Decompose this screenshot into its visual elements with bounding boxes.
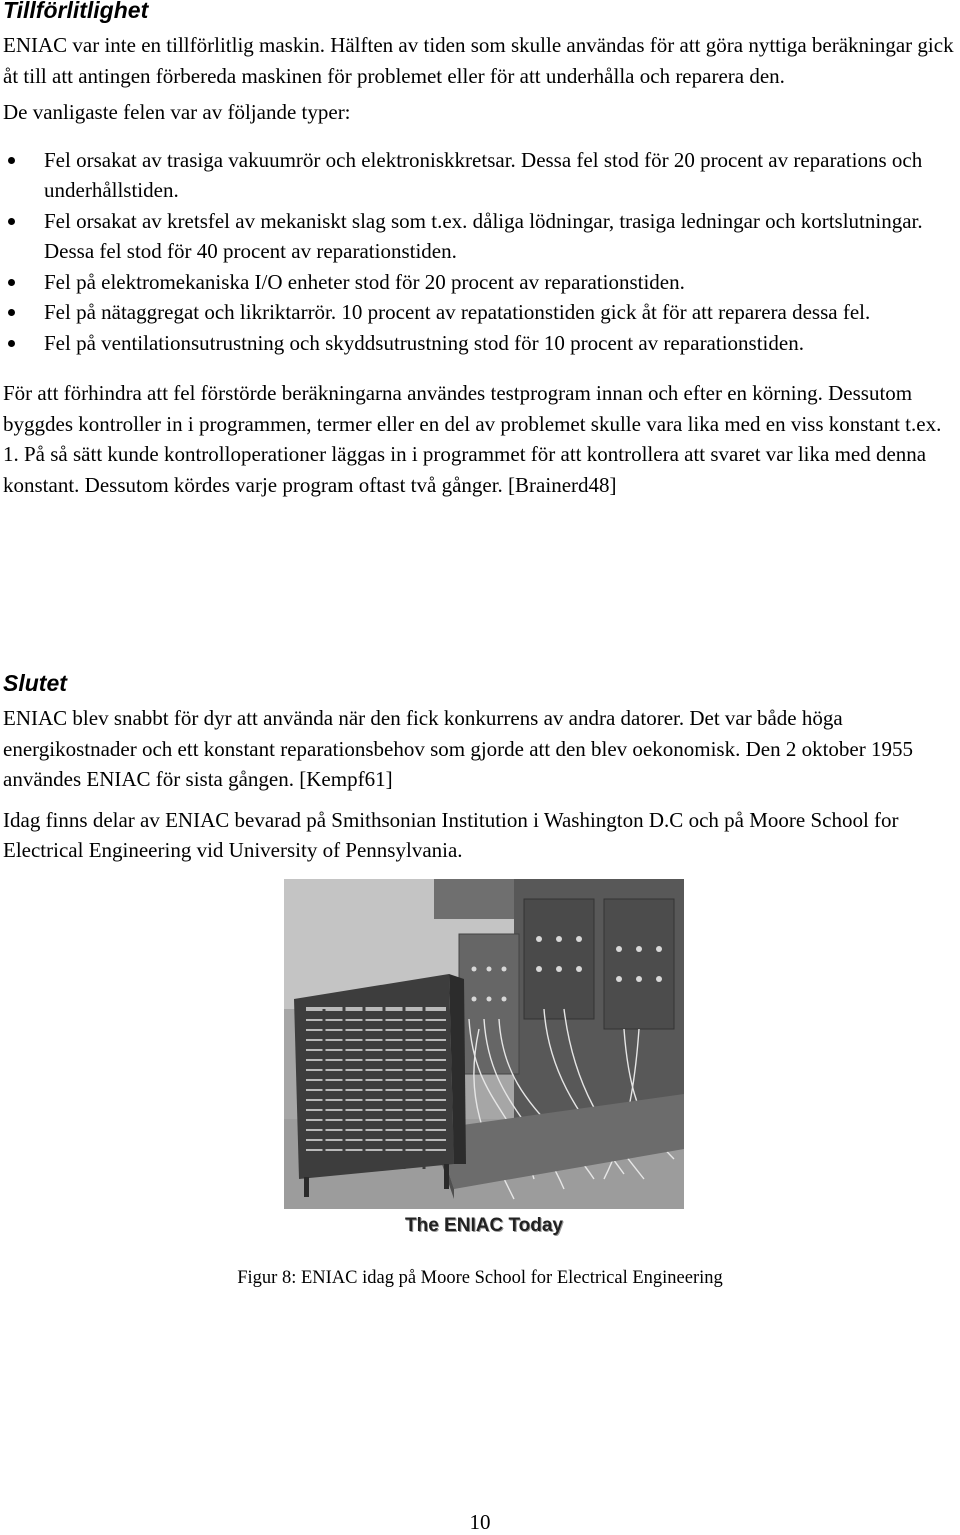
bullet-icon (8, 340, 15, 347)
figure-eniac (284, 879, 684, 1243)
page-number: 10 (469, 1510, 491, 1534)
paragraph-end-1: ENIAC blev snabbt för dyr att använda när den fick konkurrens av andra datorer. Det var både höga energikostnader och ett konstant reparationsbehov som gjorde att den blev oekonomisk. Den 2 oktober 1955 användes ENIAC för sista gången. [Kempf61] (3, 706, 913, 791)
bullet-icon (8, 279, 15, 286)
paragraph-reliability-intro: ENIAC var inte en tillförlitlig maskin. Hälften av tiden som skulle användas för att göra nyttiga beräkningar gick åt till att antingen förbereda maskinen för problemet eller för att underhålla och reparera den. (3, 33, 954, 88)
list-item (0, 297, 960, 328)
list-item-text: Fel orsakat av kretsfel av mekaniskt slag som t.ex. dåliga lödningar, trasiga ledningar och kortslutningar. Dessa fel stod för 40 procent av reparationstiden. (44, 208, 923, 263)
heading-end: Slutet (3, 670, 67, 696)
list-item-text: Fel på nätaggregat och likriktarrör. 10 procent av repatationstiden gick åt för att reparera dessa fel. (44, 300, 871, 324)
paragraph-reliability-closing: För att förhindra att fel förstörde beräkningarna användes testprogram innan och efter en körning. Dessutom byggdes kontroller in i programmen, termer eller en del av problemet skulle vara lika med en viss konstant t.ex. 1. På så sätt kunde kontrolloperationer läggas in i programmet för att kontrollera att svaret var lika med denna konstant. Dessutom kördes varje program oftast två gånger. [Brainerd48] (3, 381, 942, 497)
list-item (0, 267, 960, 298)
list-item-text: Fel orsakat av trasiga vakuumrör och elektroniskkretsar. Dessa fel stod för 20 procent av reparations och underhållstiden. (44, 147, 923, 202)
eniac-photo (284, 879, 684, 1209)
paragraph-list-intro: De vanligaste felen var av följande typer: (3, 100, 351, 124)
paragraph-end-2: Idag finns delar av ENIAC bevarad på Smithsonian Institution i Washington D.C och på Moore School for Electrical Engineering vid University of Pennsylvania. (3, 807, 899, 862)
section-reliability (0, 0, 960, 500)
list-item (0, 145, 960, 206)
bullet-icon (8, 309, 15, 316)
photo-caption: The ENIAC Today (405, 1215, 563, 1236)
heading-reliability: Tillförlitlighet (3, 0, 149, 23)
list-item-text: Fel på ventilationsutrustning och skyddsutrustning stod för 10 procent av reparationstiden. (44, 330, 804, 355)
bullet-icon (8, 218, 15, 225)
eniac-photo-illustration (284, 879, 684, 1209)
figure-caption: Figur 8: ENIAC idag på Moore School for Electrical Engineering (237, 1268, 723, 1288)
error-types-list (0, 145, 960, 359)
list-item (0, 206, 960, 267)
list-item-text: Fel på elektromekaniska I/O enheter stod för 20 procent av reparationstiden. (44, 269, 685, 294)
bullet-icon (8, 157, 15, 164)
list-item (0, 328, 960, 359)
section-end (0, 670, 960, 866)
